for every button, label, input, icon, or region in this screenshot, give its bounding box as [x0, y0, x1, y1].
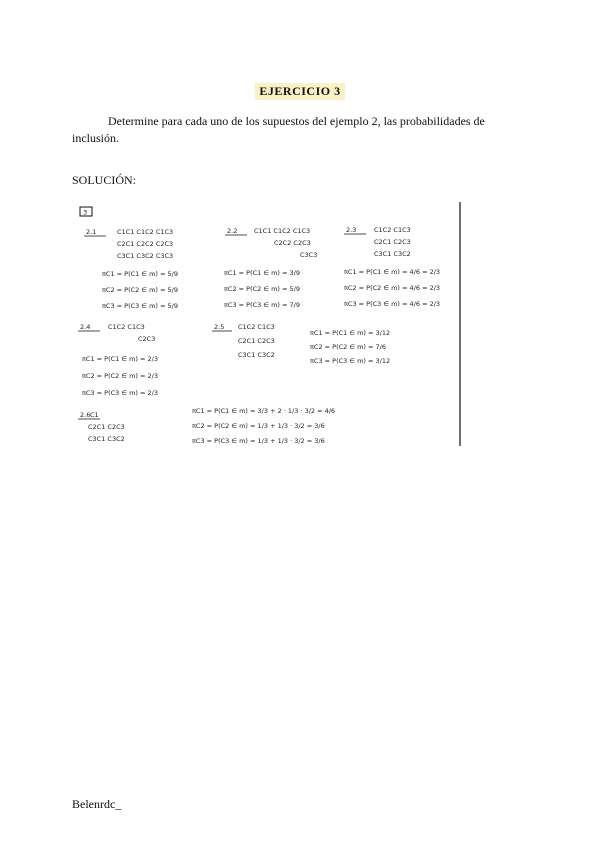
outcome-row: C3C1 C3C2	[238, 351, 275, 359]
exercise-number: 3	[83, 208, 88, 217]
formula-line: πC1 = P(C1 ∈ m) = 3/3 + 2 · 1/3 · 3/2 = 4/6	[192, 407, 336, 415]
outcome-row: C1	[90, 411, 99, 419]
outcome-row: C1C2 C1C3	[374, 226, 411, 234]
handwritten-solution-image	[72, 200, 464, 448]
exercise-title	[0, 82, 600, 100]
section-id: 2.6	[80, 411, 91, 419]
outcome-row: C2C2 C2C3	[274, 239, 311, 247]
section-id: 2.1	[86, 228, 97, 236]
outcome-row: C2C3	[138, 335, 156, 343]
outcome-row: C2C1 C2C3	[238, 337, 275, 345]
formula-line: πC2 = P(C2 ∈ m) = 5/9	[102, 286, 178, 294]
formula-line: πC2 = P(C2 ∈ m) = 4/6 = 2/3	[344, 284, 441, 292]
outcome-row: C3C1 C3C2 C3C3	[117, 252, 174, 260]
formula-line: πC1 = P(C1 ∈ m) = 2/3	[82, 355, 158, 363]
outcome-row: C3C3	[300, 251, 318, 259]
formula-line: πC1 = P(C1 ∈ m) = 3/12	[310, 329, 391, 337]
author-footer: Belenrdc_	[72, 797, 122, 811]
formula-line: πC3 = P(C3 ∈ m) = 7/9	[224, 301, 300, 309]
formula-line: πC2 = P(C2 ∈ m) = 2/3	[82, 372, 158, 380]
outcome-row: C1C2 C1C3	[238, 323, 275, 331]
section-id: 2.2	[227, 227, 238, 235]
outcome-row: C3C1 C3C2	[374, 250, 411, 258]
formula-line: πC1 = P(C1 ∈ m) = 5/9	[102, 270, 178, 278]
formula-line: πC3 = P(C3 ∈ m) = 1/3 + 1/3 · 3/2 = 3/6	[192, 437, 325, 445]
formula-line: πC3 = P(C3 ∈ m) = 4/6 = 2/3	[344, 300, 441, 308]
section-id: 2.4	[80, 323, 91, 331]
section-id: 2.5	[214, 323, 225, 331]
outcome-row: C2C1 C2C3	[88, 423, 125, 431]
formula-line: πC2 = P(C2 ∈ m) = 7/6	[310, 343, 386, 351]
formula-line: πC3 = P(C3 ∈ m) = 3/12	[310, 357, 391, 365]
formula-line: πC1 = P(C1 ∈ m) = 4/6 = 2/3	[344, 268, 441, 276]
formula-line: πC3 = P(C3 ∈ m) = 5/9	[102, 302, 178, 310]
formula-line: πC3 = P(C3 ∈ m) = 2/3	[82, 389, 158, 397]
problem-statement	[72, 113, 492, 147]
outcome-row: C1C1 C1C2 C1C3	[254, 227, 311, 235]
outcome-row: C1C2 C1C3	[108, 323, 145, 331]
outcome-row: C2C1 C2C2 C2C3	[117, 240, 174, 248]
solution-label: SOLUCIÓN:	[72, 173, 137, 187]
outcome-row: C2C1 C2C3	[374, 238, 411, 246]
formula-line: πC2 = P(C2 ∈ m) = 1/3 + 1/3 · 3/2 = 3/6	[192, 422, 325, 430]
section-id: 2.3	[346, 226, 357, 234]
formula-line: πC1 = P(C1 ∈ m) = 3/9	[224, 269, 300, 277]
formula-line: πC2 = P(C2 ∈ m) = 5/9	[224, 285, 300, 293]
problem-text: Determine para cada uno de los supuestos del ejemplo 2, las probabilidades de inclusión.	[72, 114, 485, 145]
outcome-row: C1C1 C1C2 C1C3	[117, 228, 174, 236]
outcome-row: C3C1 C3C2	[88, 435, 125, 443]
exercise-title-text: EJERCICIO 3	[255, 83, 344, 100]
